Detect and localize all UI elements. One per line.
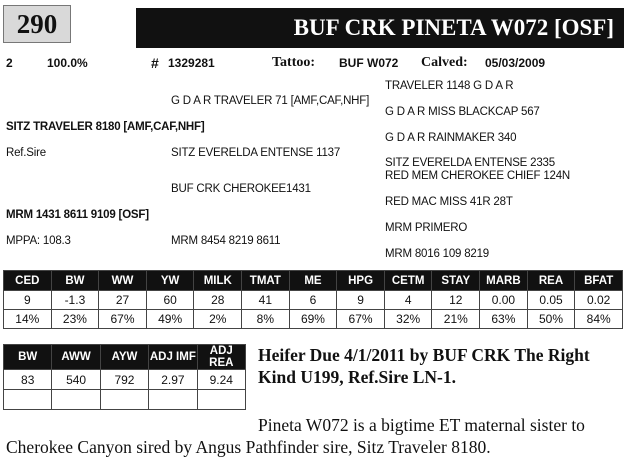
pedigree-dam-dam: MRM 8454 8219 8611 [171, 235, 281, 247]
pedigree-sdd: SITZ EVERELDA ENTENSE 2335 [385, 157, 555, 169]
epd-percentile-row [4, 310, 623, 329]
lot-number: 290 [3, 5, 71, 43]
epd-percentile: 67% [99, 310, 147, 329]
animal-name-banner [136, 8, 624, 48]
epd-value: 41 [242, 291, 290, 310]
empty-cell [197, 390, 245, 410]
epd-percentile: 32% [384, 310, 432, 329]
info-count: 2 [6, 56, 13, 70]
info-percent: 100.0% [47, 56, 88, 70]
tattoo-value: BUF W072 [339, 56, 399, 70]
heifer-due-note-line1: Heifer Due 4/1/2011 by BUF CRK The Right [258, 345, 590, 365]
actual-value: 2.97 [149, 370, 197, 390]
epd-percentile: 49% [146, 310, 194, 329]
actual-value: 792 [100, 370, 148, 390]
epd-percentile: 84% [575, 310, 623, 329]
empty-cell [100, 390, 148, 410]
epd-header: REA [527, 271, 575, 291]
pedigree-dam-sire: BUF CRK CHEROKEE1431 [171, 183, 311, 195]
epd-percentile: 14% [4, 310, 52, 329]
epd-value-row [4, 291, 623, 310]
epd-value: 28 [194, 291, 242, 310]
epd-percentile: 2% [194, 310, 242, 329]
epd-header: HPG [337, 271, 385, 291]
actual-header-row [4, 345, 246, 370]
actual-header: ADJ IMF [149, 345, 197, 370]
epd-percentile: 21% [432, 310, 480, 329]
description-line1: Pineta W072 is a bigtime ET maternal sister to [258, 415, 585, 435]
epd-value: 9 [337, 291, 385, 310]
pedigree-sds: G D A R RAINMAKER 340 [385, 132, 517, 144]
calved-label: Calved: [421, 55, 468, 70]
epd-percentile: 69% [289, 310, 337, 329]
heifer-due-note-line2: Kind U199, Ref.Sire LN-1. [258, 367, 457, 387]
actual-value: 540 [52, 370, 100, 390]
epd-percentile: 50% [527, 310, 575, 329]
epd-percentile: 23% [51, 310, 99, 329]
pedigree-sire: SITZ TRAVELER 8180 [AMF,CAF,NHF] [6, 121, 205, 133]
epd-header: CED [4, 271, 52, 291]
epd-value: 60 [146, 291, 194, 310]
actual-header: AWW [52, 345, 100, 370]
pedigree-ddd: MRM 8016 109 8219 [385, 248, 490, 260]
epd-header: ME [289, 271, 337, 291]
epd-header: BW [51, 271, 99, 291]
epd-header: STAY [432, 271, 480, 291]
epd-header: MILK [194, 271, 242, 291]
actual-value: 83 [4, 370, 52, 390]
actual-data-table [3, 344, 246, 410]
epd-header-row [4, 271, 623, 291]
pedigree-dam: MRM 1431 8611 9109 [OSF] [6, 209, 149, 221]
actual-header: BW [4, 345, 52, 370]
epd-table [3, 270, 623, 329]
actual-empty-row [4, 390, 246, 410]
epd-header: CETM [384, 271, 432, 291]
pedigree-sire-dam: SITZ EVERELDA ENTENSE 1137 [171, 147, 341, 159]
pedigree-dds: MRM PRIMERO [385, 222, 468, 234]
pedigree-sire-sire: G D A R TRAVELER 71 [AMF,CAF,NHF] [171, 95, 370, 107]
epd-percentile: 67% [337, 310, 385, 329]
epd-header: YW [146, 271, 194, 291]
epd-header: TMAT [242, 271, 290, 291]
pedigree-dam-mppa: MPPA: 108.3 [6, 235, 71, 247]
pedigree-dss: RED MEM CHEROKEE CHIEF 124N [385, 170, 571, 182]
epd-header: WW [99, 271, 147, 291]
epd-percentile: 8% [242, 310, 290, 329]
epd-value: 9 [4, 291, 52, 310]
epd-value: 6 [289, 291, 337, 310]
empty-cell [52, 390, 100, 410]
epd-value: 12 [432, 291, 480, 310]
epd-value: 0.02 [575, 291, 623, 310]
epd-value: 0.00 [480, 291, 528, 310]
empty-cell [4, 390, 52, 410]
tattoo-label: Tattoo: [272, 55, 316, 70]
calved-date: 05/03/2009 [485, 56, 546, 70]
actual-header: ADJ REA [197, 345, 245, 370]
pedigree-ssd: G D A R MISS BLACKCAP 567 [385, 106, 540, 118]
actual-value-row [4, 370, 246, 390]
epd-percentile: 63% [480, 310, 528, 329]
description-line2: Cherokee Canyon sired by Angus Pathfinder sire, Sitz Traveler 8180. [6, 437, 491, 457]
epd-value: -1.3 [51, 291, 99, 310]
epd-header: BFAT [575, 271, 623, 291]
actual-value: 9.24 [197, 370, 245, 390]
epd-value: 0.05 [527, 291, 575, 310]
pedigree-dsd: RED MAC MISS 41R 28T [385, 196, 513, 208]
animal-name: BUF CRK PINETA W072 [OSF] [293, 15, 614, 40]
hash-symbol: # [151, 55, 159, 71]
pedigree-sire-note: Ref.Sire [6, 147, 46, 159]
pedigree-sss: TRAVELER 1148 G D A R [385, 80, 514, 92]
actual-header: AYW [100, 345, 148, 370]
epd-header: MARB [480, 271, 528, 291]
epd-value: 4 [384, 291, 432, 310]
epd-value: 27 [99, 291, 147, 310]
empty-cell [149, 390, 197, 410]
registration-number: 1329281 [168, 56, 215, 70]
